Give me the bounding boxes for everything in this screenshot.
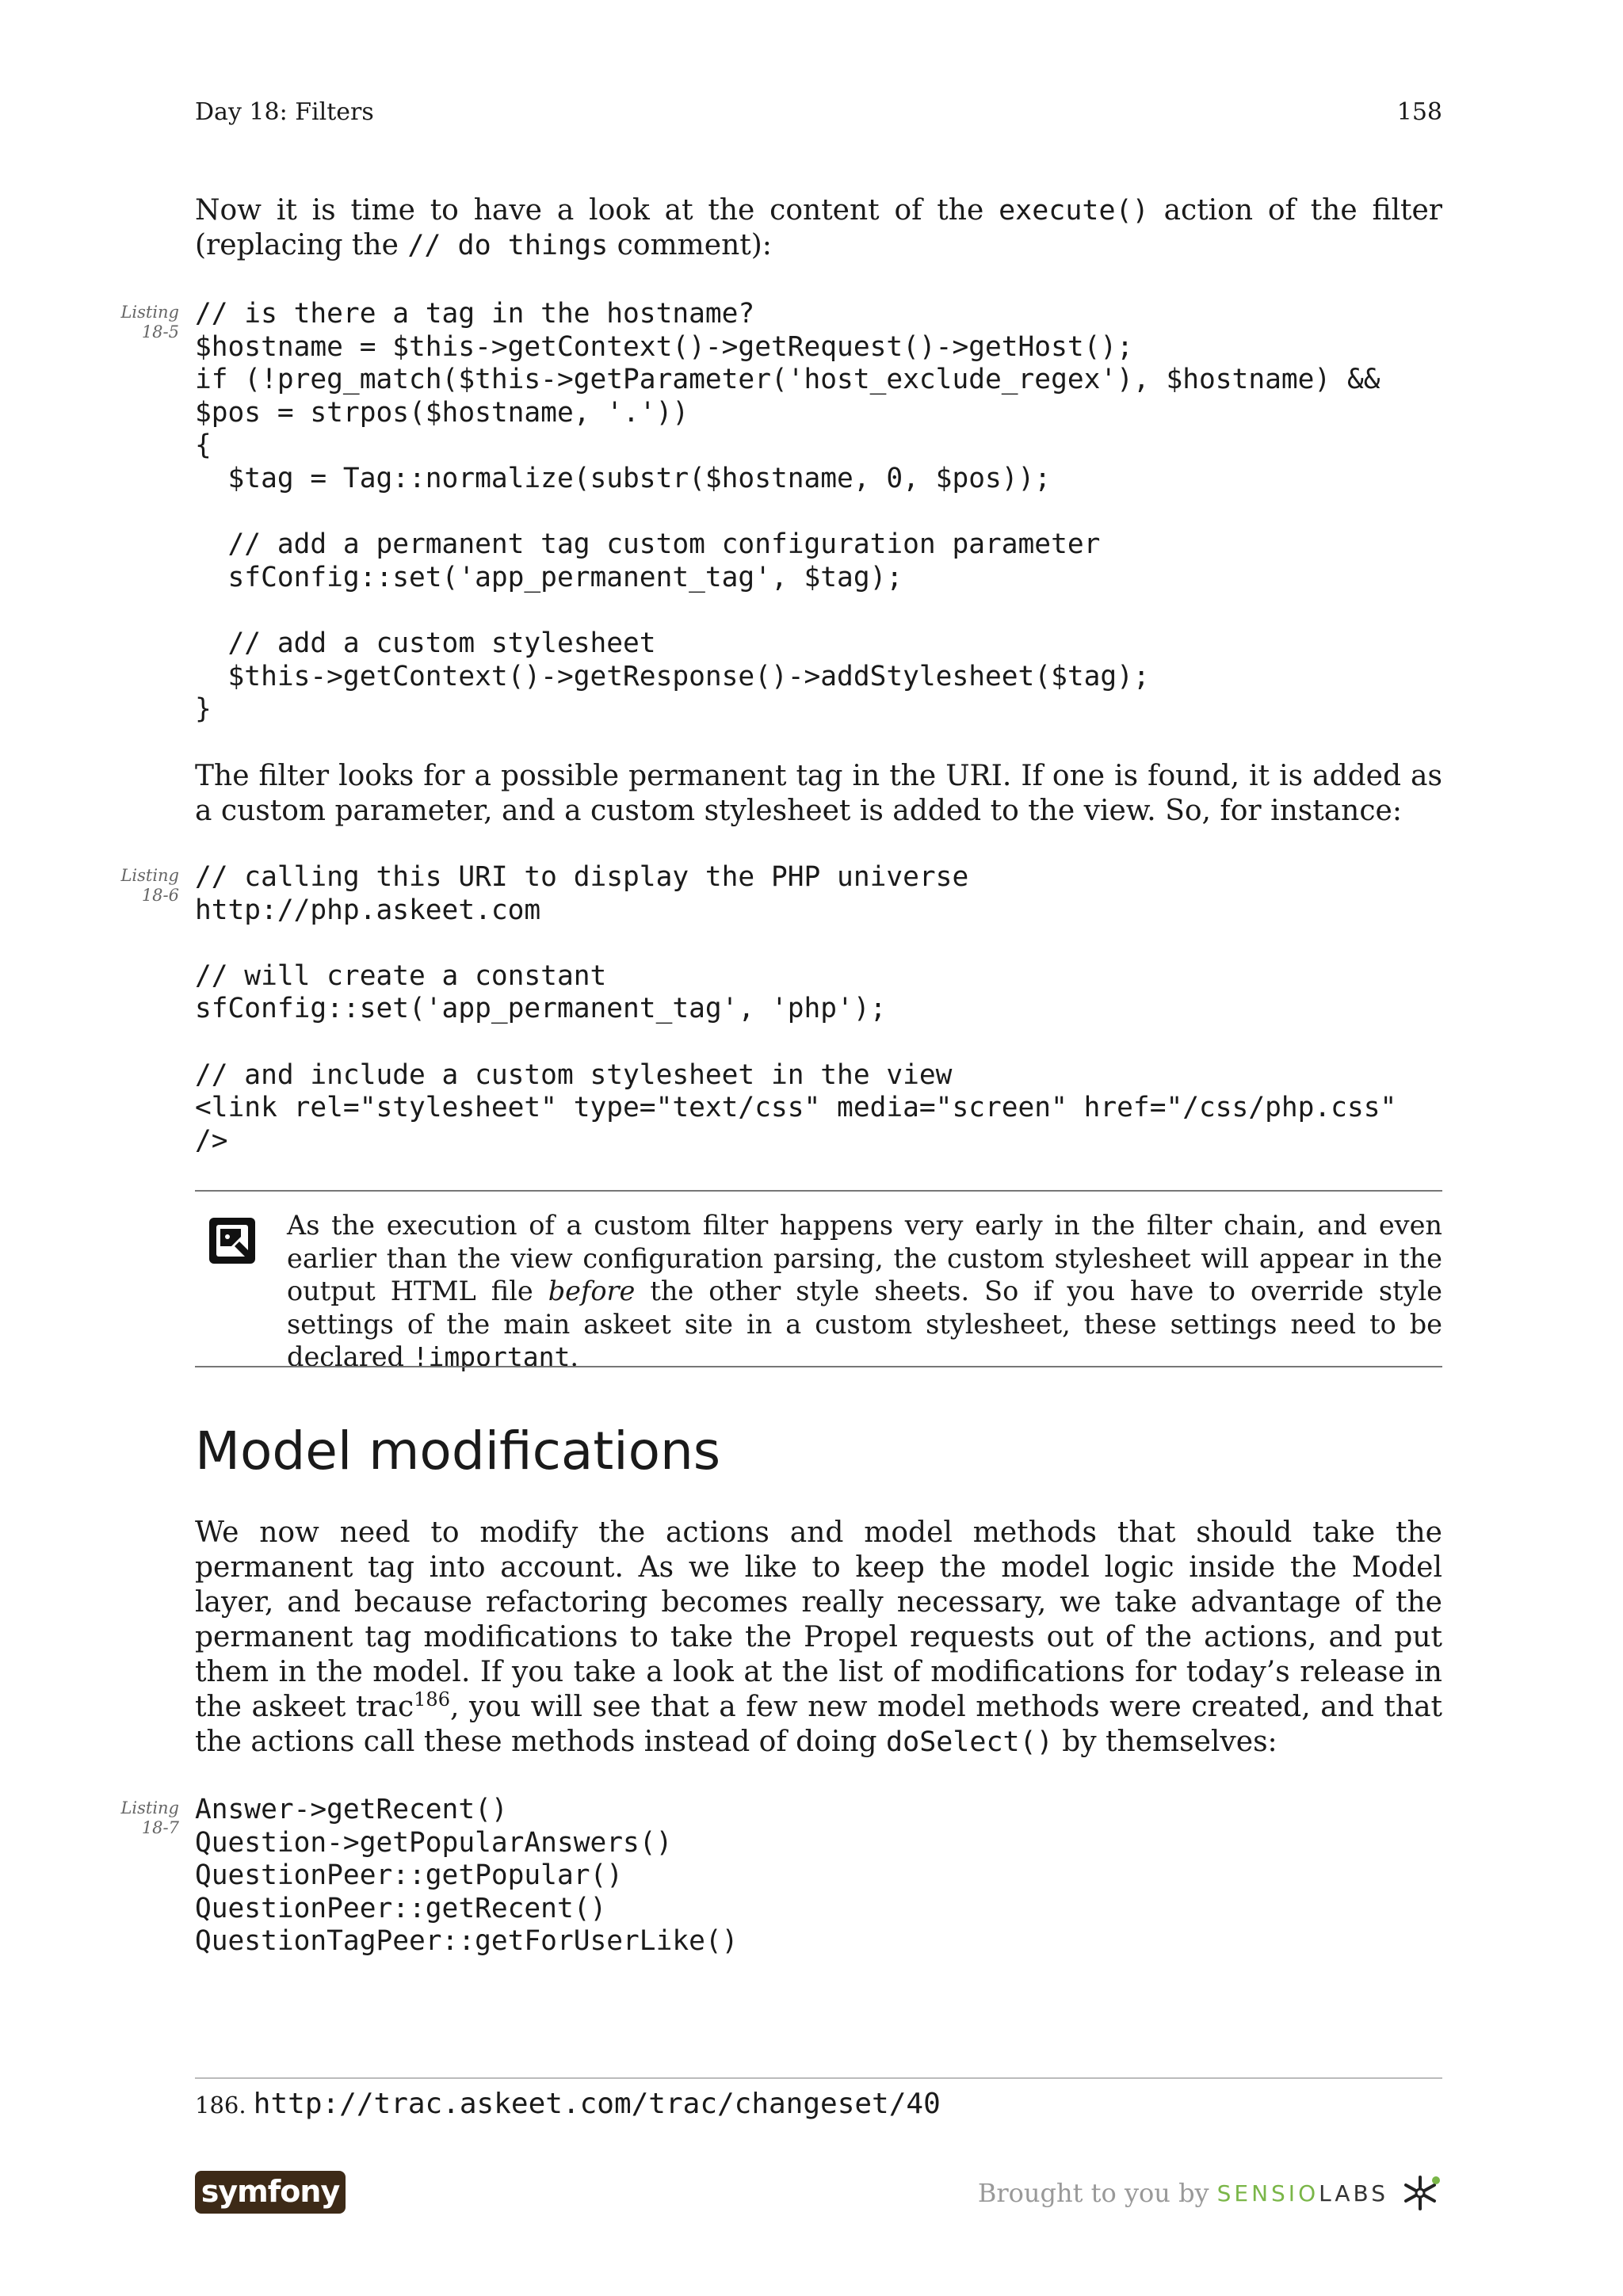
code-line: <link rel="stylesheet" type="text/css" media="screen" href="/css/php.css"	[195, 1092, 1397, 1124]
code-listing-18-7	[195, 1794, 738, 1958]
page-number: 158	[1396, 98, 1442, 126]
note-top-rule	[195, 1190, 1442, 1192]
code-line: // add a custom stylesheet	[195, 627, 656, 659]
code-line: if (!preg_match($this->getParameter('host_exclude_regex'), $hostname) &&	[195, 364, 1381, 396]
listing-label-word: Listing	[120, 303, 179, 322]
note-text-2: the other style sheets. So if you have to override style settings of the main askeet site in a custom stylesheet, these settings need to be declared	[287, 1276, 1443, 1372]
code-line: $tag = Tag::normalize(substr($hostname, 0, $pos));	[195, 462, 1052, 494]
code-line: // add a permanent tag custom configuration parameter	[195, 528, 1101, 561]
model-text-1: We now need to modify the actions and model methods that should take the permanent tag into account. As we like to keep the model logic inside the Model layer, and because refactoring becomes really necessary, we take advantage of the permanent tag modifications to take the Propel requests out of the actions, and put them in the model. If you take a look at the list of modifications for today’s release in the askeet trac	[195, 1516, 1442, 1723]
code-line: QuestionPeer::getRecent()	[195, 1892, 607, 1924]
code-line: // will create a constant	[195, 959, 607, 992]
model-text-2: , you will see that a few new model methods were created, and that the actions call these methods instead of doing	[195, 1691, 1442, 1758]
listing-label-word: Listing	[120, 1798, 179, 1817]
listing-label-18-5	[111, 303, 179, 342]
intro-paragraph	[195, 193, 1442, 263]
intro-text-1: Now it is time to have a look at the content of the	[195, 194, 999, 227]
sponsor-credit	[978, 2169, 1442, 2217]
brand-sensio: SENSIO	[1216, 2180, 1319, 2206]
inline-code-doselect: doSelect()	[886, 1726, 1053, 1758]
note-text	[287, 1209, 1442, 1374]
brand-labs: LABS	[1319, 2180, 1388, 2206]
inline-code-execute: execute()	[999, 195, 1149, 227]
sensiolabs-asterisk-icon	[1398, 2171, 1442, 2215]
code-line: $hostname = $this->getContext()->getRequest()->getHost();	[195, 330, 1133, 363]
listing-label-18-7	[111, 1798, 179, 1838]
code-line	[195, 594, 1381, 627]
symfony-logo: symfony	[195, 2171, 346, 2214]
code-line: $pos = strpos($hostname, '.'))	[195, 396, 689, 429]
code-line: // calling this URI to display the PHP universe	[195, 861, 969, 893]
footnote-link[interactable]: http://trac.askeet.com/trac/changeset/40	[253, 2088, 941, 2120]
intro-text-3: comment):	[608, 229, 772, 261]
running-header-chapter: Day 18: Filters	[195, 98, 374, 126]
model-text-3: by themselves:	[1052, 1726, 1277, 1758]
code-line	[195, 927, 1396, 960]
code-line: QuestionPeer::getPopular()	[195, 1859, 624, 1892]
footnote-rule	[195, 2077, 1442, 2079]
inline-code-important: !important	[412, 1341, 571, 1372]
listing-label-number: 18-7	[141, 1818, 179, 1837]
section-title: Model modifications	[195, 1421, 721, 1482]
filter-paragraph: The filter looks for a possible permanent tag in the URI. If one is found, it is added as a custom parameter, and a custom stylesheet is added to the view. So, for instance:	[195, 760, 1442, 827]
listing-label-number: 18-5	[141, 322, 179, 341]
footnote-number: 186.	[195, 2092, 246, 2119]
note-emphasis-before: before	[548, 1276, 636, 1306]
note-text-3: .	[570, 1341, 579, 1372]
footnote-reference: 186	[414, 1688, 450, 1711]
brought-to-you-text: Brought to you by	[977, 2178, 1209, 2208]
listing-label-18-6	[111, 866, 179, 906]
intro-text-2: action of the filter (replacing the	[195, 194, 1442, 261]
code-line: http://php.askeet.com	[195, 894, 541, 926]
sensiolabs-wordmark	[1217, 2180, 1388, 2206]
code-line: sfConfig::set('app_permanent_tag', 'php');	[195, 993, 887, 1025]
code-line	[195, 1026, 1396, 1059]
listing-label-number: 18-6	[141, 886, 179, 905]
note-text-1: As the execution of a custom filter happens very early in the filter chain, and even earlier than the view configuration parsing, the custom stylesheet will appear in the output HTML file	[287, 1210, 1442, 1306]
code-line: Answer->getRecent()	[195, 1794, 508, 1825]
note-bottom-rule	[195, 1366, 1442, 1367]
code-line: // is there a tag in the hostname?	[195, 298, 755, 330]
code-line: {	[195, 429, 212, 462]
code-line: // and include a custom stylesheet in the view	[195, 1058, 953, 1091]
code-listing-18-6	[195, 861, 1396, 1158]
code-line: $this->getContext()->getResponse()->addStylesheet($tag);	[195, 660, 1150, 692]
code-line: QuestionTagPeer::getForUserLike()	[195, 1925, 739, 1958]
code-line	[195, 496, 1381, 529]
inline-code-do-things: // do things	[407, 230, 609, 261]
code-line: Question->getPopularAnswers()	[195, 1826, 673, 1859]
code-listing-18-5	[195, 298, 1381, 727]
code-line: />	[195, 1124, 228, 1157]
model-paragraph	[195, 1516, 1442, 1760]
footnote	[195, 2087, 941, 2122]
code-line: }	[195, 693, 212, 726]
code-line: sfConfig::set('app_permanent_tag', $tag);	[195, 561, 903, 593]
note-icon	[204, 1213, 263, 1272]
listing-label-word: Listing	[120, 866, 179, 885]
